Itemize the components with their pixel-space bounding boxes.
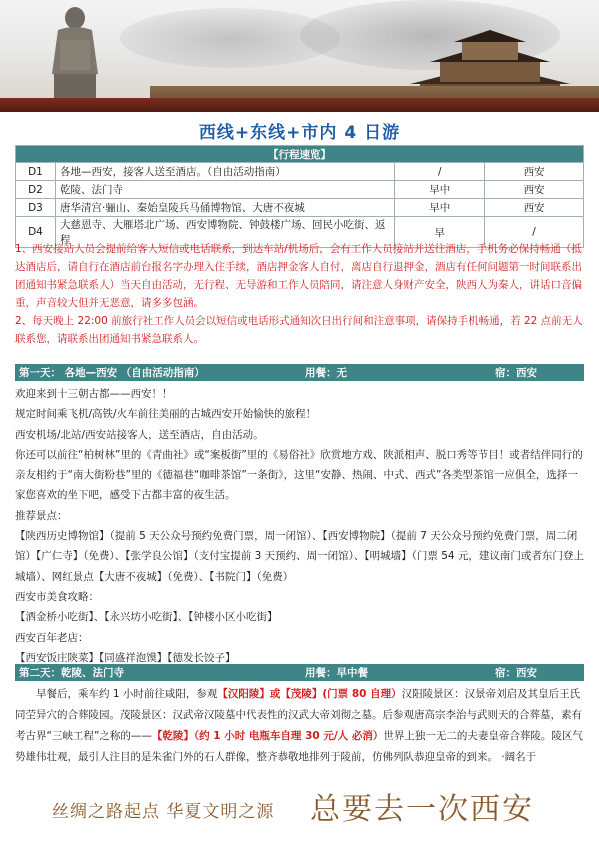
- day2-meal: 用餐：早中餐: [305, 667, 368, 679]
- day1-header: [15, 364, 584, 381]
- schedule-table: [15, 145, 584, 248]
- day-cell: D2: [16, 181, 56, 199]
- paragraph: 西安机场/北站/西安站接客人，送至酒店，自由活动。: [15, 428, 264, 441]
- day-cell: D4: [16, 217, 56, 248]
- day1-body: [15, 384, 584, 668]
- table-row: [16, 199, 584, 217]
- day1-stay: 宿：西安: [495, 367, 537, 379]
- header-banner: [0, 0, 599, 112]
- paragraph: 【西安饭庄陕菜】【同盛祥泡馍】【德发长饺子】: [15, 651, 236, 664]
- stay-cell: /: [485, 217, 584, 248]
- meal-cell: 早中: [395, 199, 485, 217]
- paragraph: 欢迎来到十三朝古都——西安！！: [15, 388, 173, 400]
- stay-cell: 西安: [485, 181, 584, 199]
- day2-body: [15, 684, 584, 768]
- red-wall: [0, 98, 599, 112]
- meal-cell: /: [395, 163, 485, 181]
- slogan-big: 总要去一次西安: [310, 792, 534, 827]
- slogan-small: 丝绸之路起点 华夏文明之源: [52, 802, 275, 822]
- day2-stay: 宿：西安: [495, 667, 537, 679]
- table-header-row: [16, 146, 584, 163]
- notice-item: 2、每天晚上 22:00 前旅行社工作人员会以短信或电话形式通知次日出行间和注意事项，请保持手机畅通，若 22 点前无人联系您，请联系出团通知书紧急联系人。: [15, 315, 583, 345]
- text-run: 世界上独一无二的夫妻皇帝合葬陵。陵区气势雄伟壮观，最引人注目的是朱雀门外的石人群像，整齐恭敬地排列于陵前，仿佛列队恭迎皇帝的到来。 ·阔名于: [15, 730, 583, 763]
- route-cell: 唐华清宫·骊山、秦始皇陵兵马俑博物馆、大唐不夜城: [55, 199, 394, 217]
- route-cell: 大慈恩寺、大雁塔北广场、西安博物院、钟鼓楼广场、回民小吃街、返程: [55, 217, 394, 248]
- schedule-header: 【行程速览】: [16, 146, 584, 163]
- paragraph: 你还可以前往“柏树林”里的《青曲社》或“案板街”里的《易俗社》欣赏地方戏、陕派相声、脱口秀等节目！或者结伴同行的亲友相约于“南大街粉巷”里的《德福巷“咖啡茶馆”一条街》，这里“安静、热闹、中式、西式”各类型茶馆一应俱全，选择一家您喜欢的坐下吧，感受下古都丰富的夜生活。: [15, 448, 583, 502]
- highlight-text: 【乾陵】（约 1 小时 电瓶车自理 30 元/人 必消）: [151, 730, 384, 742]
- paragraph: 西安市美食攻略：: [15, 590, 99, 603]
- meal-cell: 早: [395, 217, 485, 248]
- text-run: 早餐后，乘车约 1 小时前往咸阳，参观: [36, 688, 218, 700]
- meal-cell: 早中: [395, 181, 485, 199]
- highlight-text: 【汉阳陵】或【茂陵】(门票 80 自理）: [217, 688, 402, 700]
- stay-cell: 西安: [485, 199, 584, 217]
- paragraph: [15, 684, 584, 768]
- day1-title: 第一天： 各地—西安 （自由活动指南）: [19, 367, 205, 379]
- route-cell: 乾陵、法门寺: [55, 181, 394, 199]
- day2-title: 第二天：乾陵、法门寺: [19, 667, 124, 679]
- paragraph: 【陕西历史博物馆】（提前 5 天公众号预约免费门票，周一闭馆）、【西安博物院】（提前 7 天公众号预约免费门票，周二闭馆）【广仁寺】（免费）、【张学良公馆】（支付宝提前 3 天预约、周一闭馆）、【明城墙】（门票 54 元，建议南门或者东门登上城墙）、网红景点【大唐不夜城】（免费）、【书院门】（免费）: [15, 530, 584, 583]
- paragraph: 【洒金桥小吃街】、【永兴坊小吃街】、【钟楼小区小吃街】: [15, 611, 278, 624]
- table-row: [16, 163, 584, 181]
- day-cell: D3: [16, 199, 56, 217]
- paragraph: 西安百年老店：: [15, 631, 89, 644]
- day-cell: D1: [16, 163, 56, 181]
- route-cell: 各地—西安，接客人送至酒店。（自由活动指南）: [55, 163, 394, 181]
- footer: [0, 770, 599, 847]
- day1-meal: 用餐：无: [305, 367, 347, 379]
- notice-block: [15, 240, 584, 348]
- notice-item: 1、西安接站人员会提前给客人短信或电话联系，到达车站/机场后，会有工作人员接站并送往酒店，手机务必保持畅通（抵达酒店后，请自行在酒店前台报名字办理入住手续，酒店押金客人自付，离店自行退押金，酒店有任何问题第一时间联系出团通知书紧急联系人）当天自由活动，无行程、无导游和工作人员陪同，请注意人身财产安全，陕西人为秦人，讲话口音偏重，声音较大但并无恶意，请多多包涵。: [15, 243, 582, 309]
- day2-header: [15, 664, 584, 681]
- table-row: [16, 181, 584, 199]
- stay-cell: 西安: [485, 163, 584, 181]
- text-run: 汉阳陵景区：汉景帝刘启及其皇后王氏同茔异穴的合葬陵园。茂陵景区：汉武帝汉陵墓中代表性的汉武大帝刘彻之墓。后参观唐高宗李治与武则天的合葬墓，素有考古界“三峡工程”之称的——: [15, 688, 582, 742]
- page-title: 西线+东线+市内 4 日游: [198, 123, 401, 143]
- terracotta-warrior-icon: [40, 4, 110, 112]
- paragraph: 规定时间乘飞机/高铁/火车前往美丽的古城西安开始愉快的旅程！: [15, 408, 317, 421]
- paragraph: 推荐景点：: [15, 509, 68, 522]
